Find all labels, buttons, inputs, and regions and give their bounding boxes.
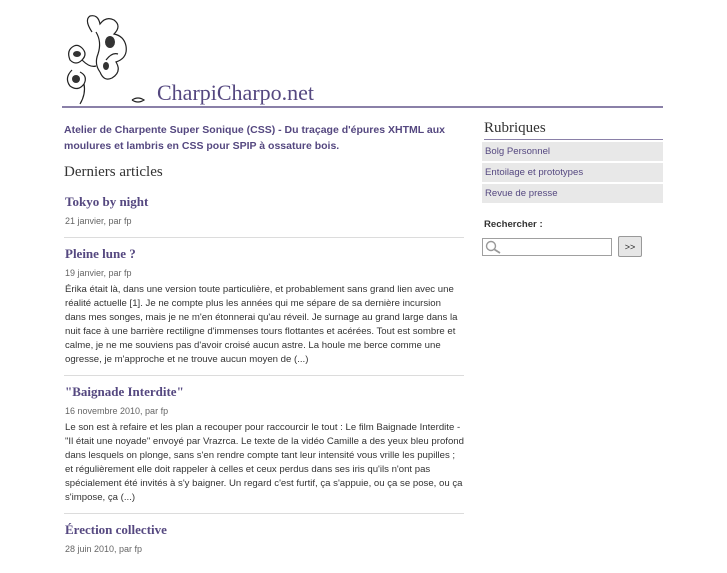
rubrique-link-entoilage[interactable]: Entoilage et prototypes (482, 163, 663, 182)
article-item (64, 522, 464, 565)
search-submit-button[interactable]: >> (618, 236, 642, 257)
site-header (0, 0, 727, 110)
rubrique-link-presse[interactable]: Revue de presse (482, 184, 663, 203)
rubriques-heading: Rubriques (484, 120, 663, 140)
article-excerpt: Le son est à refaire et les plan a recouper pour raccourcir le tout : Le film Baignade Interdite - "Il était une noyade" envoyé par Vrazrca. Le texte de la vidéo Camille a des yeux bleu profond dans lesquels on plonge, sans s'en rendre compte tant leur intensité vous vrille les pupilles ; et régulièrement elle doit rappeler à celles et ceux perdus dans ses iris qu'ils n'ont pas spécialement été invités à s'y baigner. Un regard c'est furtif, ça s'appuie, ou ça se pose, ou ça s'impose, ça (...) (65, 422, 464, 503)
site-tagline: Atelier de Charpente Super Sonique (CSS) - Du traçage d'épures XHTML aux moulures et lambris en CSS pour SPIP à ossature bois. (64, 124, 445, 152)
article-date: 19 janvier, par fp (65, 268, 132, 278)
article-item (64, 384, 464, 514)
article-item (64, 194, 464, 238)
header-divider (62, 106, 663, 108)
article-title-link[interactable]: Érection collective (65, 522, 167, 537)
search-input[interactable] (503, 239, 607, 255)
sidebar (482, 120, 663, 257)
article-date: 21 janvier, par fp (65, 216, 132, 226)
search-field[interactable] (482, 238, 612, 256)
article-title-link[interactable]: Pleine lune ? (65, 246, 136, 261)
latest-articles-heading: Derniers articles (64, 164, 163, 180)
site-title-link[interactable]: CharpiCharpo.net (157, 80, 315, 105)
magnifier-icon (485, 240, 503, 254)
article-date: 16 novembre 2010, par fp (65, 406, 169, 416)
article-title-link[interactable]: "Baignade Interdite" (65, 384, 184, 399)
rubrique-link-blog[interactable]: Bolg Personnel (482, 142, 663, 161)
article-list (64, 192, 464, 573)
article-item (64, 246, 464, 376)
search-label: Rechercher : (484, 219, 543, 230)
article-title-link[interactable]: Tokyo by night (65, 194, 149, 209)
article-excerpt: Érika était là, dans une version toute particulière, et probablement sans grand lien avec une réalité actuelle [1]. Je ne compte plus les années qui me sépare de sa dernière incursion dans mes songes, mais je ne m'en étonnerai qu'au réveil. Je surnage au grand large dans la nuit face à une barrière rectiligne d'immenses tours flottantes et acérées. Tout est sombre et calme, je ne me souviens pas d'avoir croisé aucun astre. La houle me berce comme une ogresse, je m'approche et ne trouve aucun moyen de (...) (65, 284, 458, 365)
article-date: 28 juin 2010, par fp (65, 544, 143, 554)
botanical-sketch-logo[interactable] (62, 12, 152, 108)
search-form (482, 236, 663, 257)
